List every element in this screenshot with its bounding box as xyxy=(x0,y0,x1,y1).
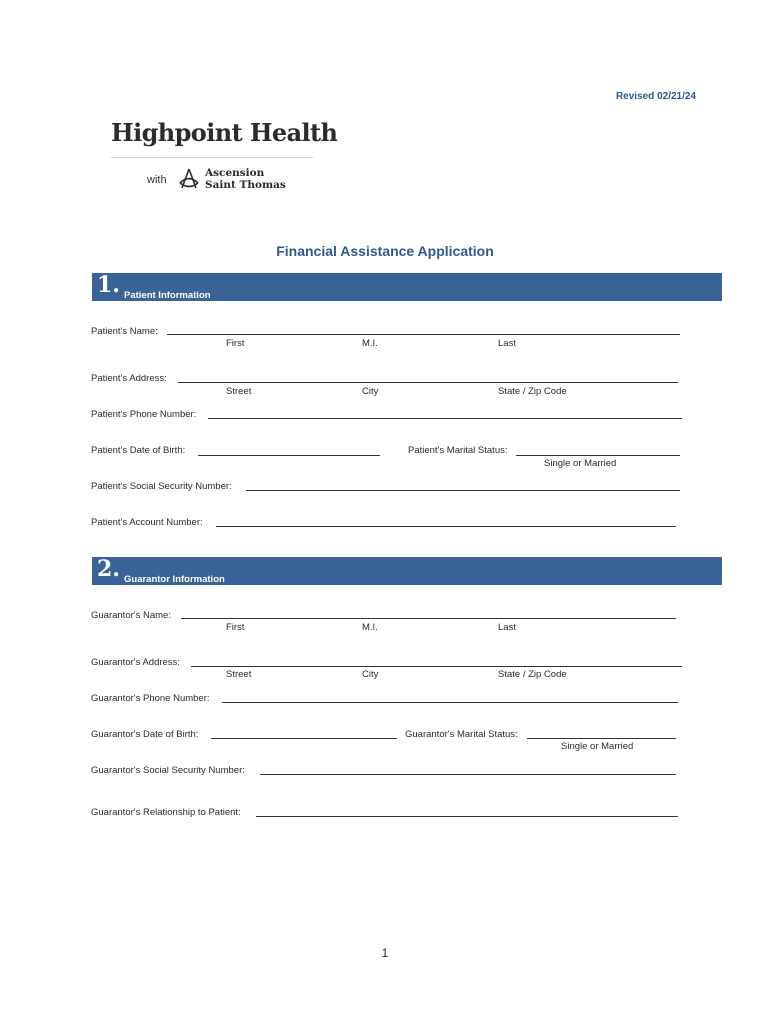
sublabel-street: Street xyxy=(226,386,252,397)
sublabel-mi: M.I. xyxy=(362,622,378,633)
guarantor-ssn-field[interactable] xyxy=(260,774,676,775)
brand-divider xyxy=(111,157,313,158)
sublabel-state-zip: State / Zip Code xyxy=(498,669,567,680)
patient-phone-label: Patient's Phone Number: xyxy=(91,409,197,420)
patient-account-label: Patient's Account Number: xyxy=(91,517,203,528)
revised-date: Revised 02/21/24 xyxy=(615,91,696,102)
section-header-guarantor xyxy=(92,557,722,585)
section-number: 2. xyxy=(97,556,120,582)
patient-name-field[interactable] xyxy=(167,334,680,335)
guarantor-name-field[interactable] xyxy=(181,618,676,619)
partner-line-1: Ascension xyxy=(205,167,265,179)
patient-marital-label: Patient's Marital Status: xyxy=(408,445,508,456)
patient-marital-field[interactable] xyxy=(516,455,680,456)
patient-ssn-field[interactable] xyxy=(246,490,680,491)
partner-logo-text xyxy=(205,167,286,191)
patient-address-field[interactable] xyxy=(178,382,678,383)
guarantor-marital-label: Guarantor's Marital Status: xyxy=(405,729,518,740)
sublabel-first: First xyxy=(226,338,245,349)
sublabel-state-zip: State / Zip Code xyxy=(498,386,567,397)
guarantor-phone-field[interactable] xyxy=(222,702,678,703)
guarantor-relationship-label: Guarantor's Relationship to Patient: xyxy=(91,807,241,818)
sublabel-last: Last xyxy=(498,338,516,349)
patient-phone-field[interactable] xyxy=(208,418,682,419)
patient-ssn-label: Patient's Social Security Number: xyxy=(91,481,232,492)
page-title: Financial Assistance Application xyxy=(276,243,494,259)
guarantor-address-field[interactable] xyxy=(191,666,682,667)
brand-logo: Highpoint Health xyxy=(111,118,338,147)
sublabel-city: City xyxy=(362,386,379,397)
guarantor-phone-label: Guarantor's Phone Number: xyxy=(91,693,210,704)
guarantor-marital-field[interactable] xyxy=(527,738,676,739)
sublabel-last: Last xyxy=(498,622,516,633)
sublabel-street: Street xyxy=(226,669,252,680)
sublabel-first: First xyxy=(226,622,245,633)
sublabel-mi: M.I. xyxy=(362,338,378,349)
patient-account-field[interactable] xyxy=(216,526,676,527)
section-label: Patient Information xyxy=(124,290,211,301)
page-number: 1 xyxy=(381,946,389,960)
guarantor-dob-label: Guarantor's Date of Birth: xyxy=(91,729,199,740)
section-number: 1. xyxy=(97,272,120,298)
section-header-patient xyxy=(92,273,722,301)
sublabel-city: City xyxy=(362,669,379,680)
patient-dob-field[interactable] xyxy=(198,455,380,456)
sublabel-single-married: Single or Married xyxy=(544,458,617,469)
guarantor-name-label: Guarantor's Name: xyxy=(91,610,171,621)
ascension-logo-icon xyxy=(177,168,201,190)
guarantor-address-label: Guarantor's Address: xyxy=(91,657,180,668)
patient-dob-label: Patient's Date of Birth: xyxy=(91,445,186,456)
with-label: with xyxy=(147,174,167,186)
sublabel-single-married: Single or Married xyxy=(561,741,634,752)
guarantor-dob-field[interactable] xyxy=(211,738,397,739)
guarantor-relationship-field[interactable] xyxy=(256,816,678,817)
partner-line-2: Saint Thomas xyxy=(205,179,286,191)
guarantor-ssn-label: Guarantor's Social Security Number: xyxy=(91,765,245,776)
patient-name-label: Patient's Name: xyxy=(91,326,158,337)
section-label: Guarantor Information xyxy=(124,574,225,585)
patient-address-label: Patient's Address: xyxy=(91,373,167,384)
